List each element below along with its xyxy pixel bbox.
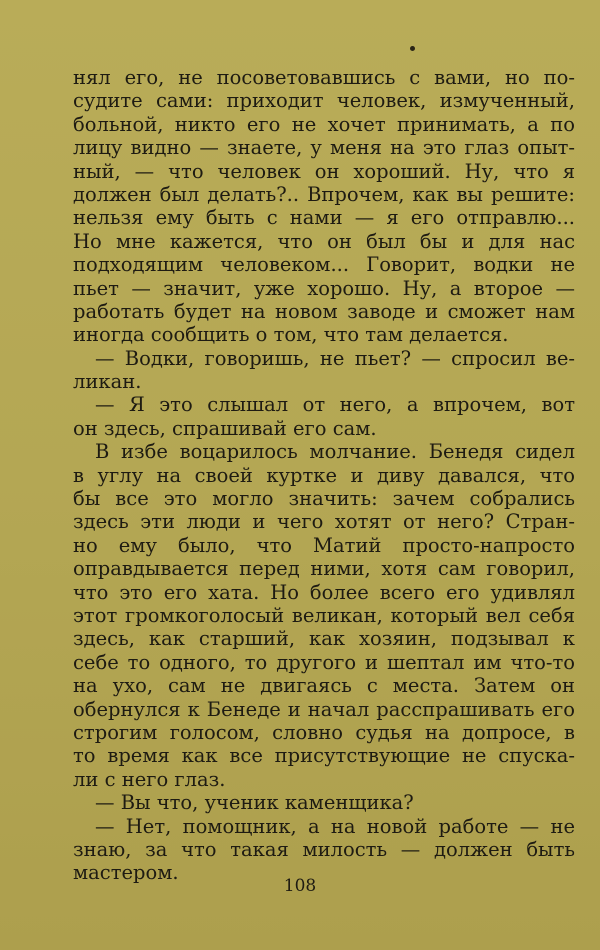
text-line: бы все это могло значить: зачем собрались	[73, 487, 575, 511]
text-line: — Я это слышал от него, а впрочем, вот	[95, 393, 575, 417]
text-line: этот громкоголосый великан, который вел себя	[73, 603, 575, 627]
text-line: — Нет, помощник, а на новой работе — не	[95, 814, 575, 838]
text-line: больной, никто его не хочет принимать, а по	[73, 112, 575, 136]
text-line: здесь эти люди и чего хотят от него? Стран-	[73, 510, 575, 534]
text-line: нял его, не посоветовавшись с вами, но по-	[73, 66, 575, 89]
text-line: мастером.	[73, 861, 179, 885]
text-line: лицу видно — знаете, у меня на это глаз опыт-	[73, 136, 575, 160]
text-line: работать будет на новом заводе и сможет нам	[73, 299, 575, 323]
text-line: ный, — что человек он хороший. Ну, что я	[73, 159, 575, 183]
text-line: — Водки, говоришь, не пьет? — спросил ве-	[95, 346, 575, 370]
text-line: в углу на своей куртке и диву давался, что	[73, 463, 575, 487]
text-line: пьет — значит, уже хорошо. Ну, а второе —	[73, 276, 575, 300]
ink-dot	[410, 46, 415, 51]
text-line: то время как все присутствующие не спуска-	[73, 744, 575, 768]
text-line: что это его хата. Но более всего его удивлял	[73, 580, 575, 604]
text-line: знаю, за что такая милость — должен быть	[73, 837, 575, 861]
text-line: на ухо, сам не двигаясь с места. Затем он	[73, 674, 575, 698]
text-line: себе то одного, то другого и шептал им что-то	[73, 650, 575, 674]
text-line: иногда сообщить о том, что там делается.	[73, 323, 509, 347]
text-line: — Вы что, ученик каменщика?	[95, 791, 414, 815]
text-line: но ему было, что Матий просто-напросто	[73, 533, 575, 557]
text-line: здесь, как старший, как хозяин, подзывал к	[73, 627, 575, 651]
text-line: обернулся к Бенеде и начал расспрашивать его	[73, 697, 575, 721]
text-line: подходящим человеком... Говорит, водки не	[73, 253, 575, 277]
text-line: оправдывается перед ними, хотя сам говорил,	[73, 557, 575, 581]
page-number: 108	[283, 876, 317, 896]
text-line: ликан.	[73, 370, 142, 394]
text-line: В избе воцарилось молчание. Бенедя сидел	[95, 440, 575, 464]
text-line: строгим голосом, словно судья на допросе, в	[73, 720, 575, 744]
text-line: ли с него глаз.	[73, 767, 226, 791]
text-line: Но мне кажется, что он был бы и для нас	[73, 229, 575, 253]
body-text	[73, 66, 575, 885]
text-line: должен был делать?.. Впрочем, как вы решите:	[73, 182, 575, 206]
text-line: он здесь, спрашивай его сам.	[73, 416, 377, 440]
text-line: судите сами: приходит человек, измученный,	[73, 89, 575, 113]
text-line: нельзя ему быть с нами — я его отправлю...	[73, 206, 575, 230]
